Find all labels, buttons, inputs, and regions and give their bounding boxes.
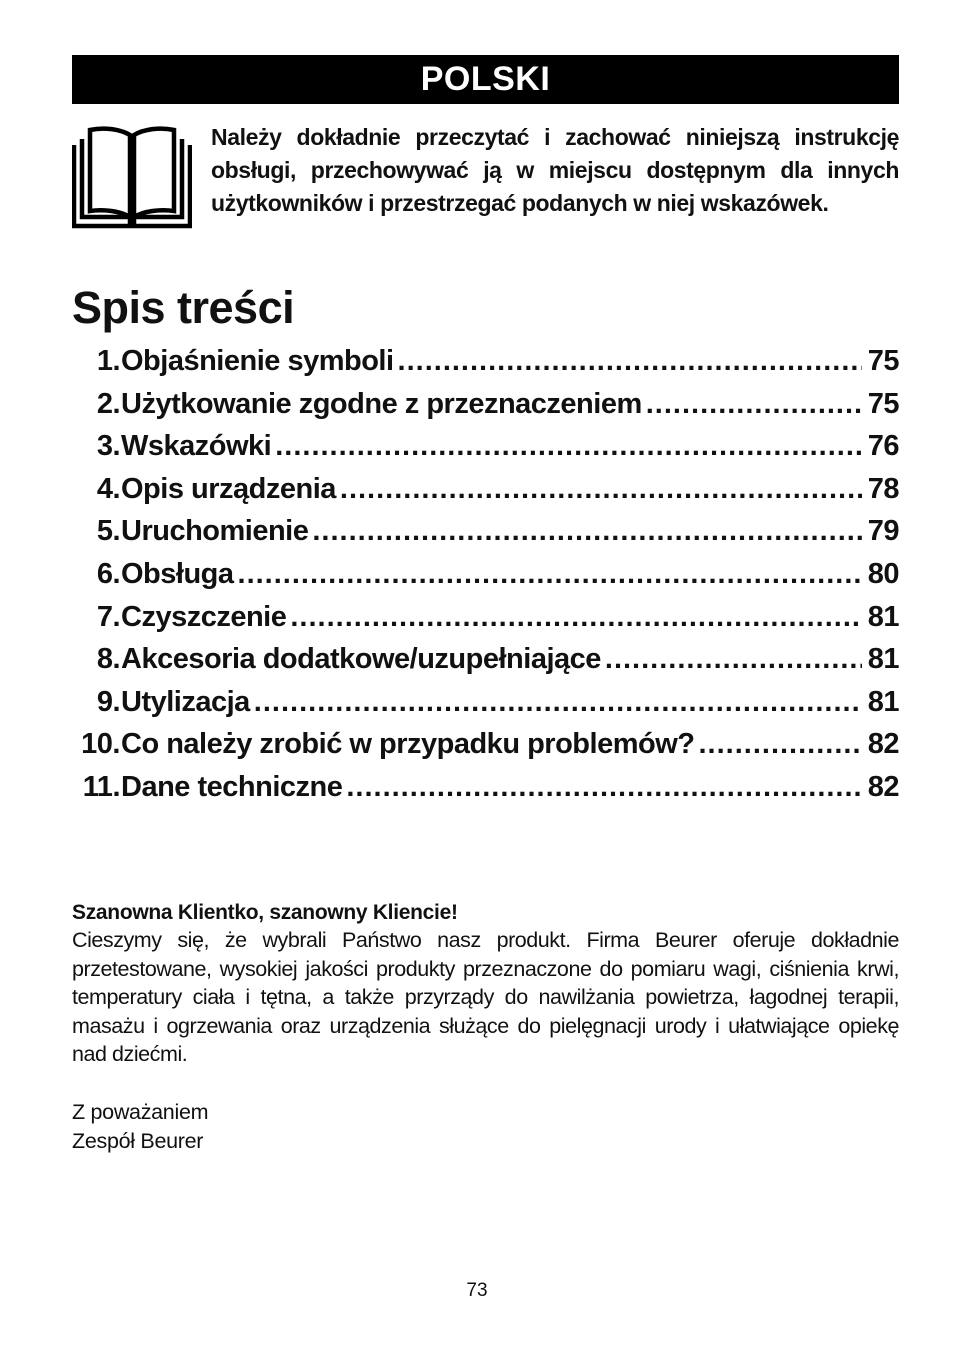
language-banner [72,55,899,104]
toc-entry-page: 81 [867,685,899,718]
toc-entry-title: Utylizacja [121,685,250,718]
letter-body: Cieszymy się, że wybrali Państwo nasz produkt. Firma Beurer oferuje dokładnie przetestowane, wysokiej jakości produkty przeznaczone do pomiaru wagi, ciśnienia krwi, temperatury ciała i tętna, a także przyrządy do nawilżania powietrza, łagodnej terapii, masażu i ogrzewania oraz urządzenia służące do pielęgnacji urody i ułatwiające opiekę nad dziećmi. [72,928,899,1066]
toc-entry-number: 8. [96,643,120,676]
toc-entry [72,388,899,431]
toc-entry-title: Co należy zrobić w przypadku problemów? [121,728,695,761]
toc-entry-title: Wskazówki [121,430,272,463]
letter-greeting: Szanowna Klientko, szanowny Kliencie! [72,901,458,924]
toc-entry-number: 2. [96,387,120,420]
toc-entry [72,473,899,516]
toc-heading: Spis treści [72,282,295,333]
toc-entry-title: Użytkowanie zgodne z przeznaczeniem [121,387,642,420]
toc-leader-dots [275,430,862,463]
toc-leader-dots [290,601,861,634]
toc-entry-title: Uruchomienie [121,515,309,548]
toc-entry-page: 82 [867,770,899,803]
toc-leader-dots [646,388,862,421]
toc-entry-page: 82 [867,728,899,761]
toc-entry [72,430,899,473]
toc-entry-page: 80 [867,557,899,590]
toc-entry [72,728,899,771]
toc-entry-page: 81 [867,643,899,676]
toc-entry-title: Akcesoria dodatkowe/uzupełniające [121,643,601,676]
toc-entry-number: 6. [96,557,120,590]
toc-entry [72,643,899,686]
toc-entry-number: 11. [82,770,120,803]
toc-entry-number: 3. [96,430,120,463]
toc-entry-title: Dane techniczne [121,770,343,803]
toc-entry-page: 75 [867,345,899,377]
toc-entry [72,515,899,558]
closing-signature: Zespół Beurer [72,1129,204,1153]
toc-entry [72,601,899,644]
page-number: 73 [466,1280,488,1301]
toc-entry-page: 76 [867,430,899,463]
toc-entry-page: 75 [867,387,899,420]
read-instructions-notice: Należy dokładnie przeczytać i zachować niniejszą instrukcję obsługi, przechowywać ją w miejscu dostępnym dla innych użytkowników i przestrzegać podanych w niej wskazówek. [211,124,899,216]
toc-entry-title: Obsługa [121,557,234,590]
table-of-contents [72,345,899,814]
toc-leader-dots [346,771,861,804]
toc-entry-page: 78 [867,472,899,505]
toc-entry-number: 4. [96,472,120,505]
toc-leader-dots [398,345,862,378]
letter-closing [72,1098,208,1156]
toc-entry-number: 5. [96,515,120,548]
toc-leader-dots [605,643,862,676]
open-book-icon [72,125,192,229]
toc-entry-number: 9. [96,685,120,718]
toc-entry-title: Opis urządzenia [121,472,336,505]
toc-entry [72,345,899,388]
toc-leader-dots [254,686,862,719]
toc-entry-number: 7. [96,600,120,633]
toc-leader-dots [698,728,861,761]
toc-leader-dots [312,515,861,548]
toc-leader-dots [238,558,862,591]
toc-entry-number: 1. [96,345,120,377]
toc-entry-title: Czyszczenie [121,600,287,633]
toc-entry-page: 79 [867,515,899,548]
toc-entry-number: 10. [81,728,120,761]
toc-entry-page: 81 [867,600,899,633]
language-label: POLSKI [420,60,551,98]
closing-regards: Z poważaniem [72,1100,209,1124]
toc-entry-title: Objaśnienie symboli [121,345,394,377]
toc-entry [72,771,899,814]
toc-entry [72,686,899,729]
toc-leader-dots [340,473,862,506]
toc-entry [72,558,899,601]
